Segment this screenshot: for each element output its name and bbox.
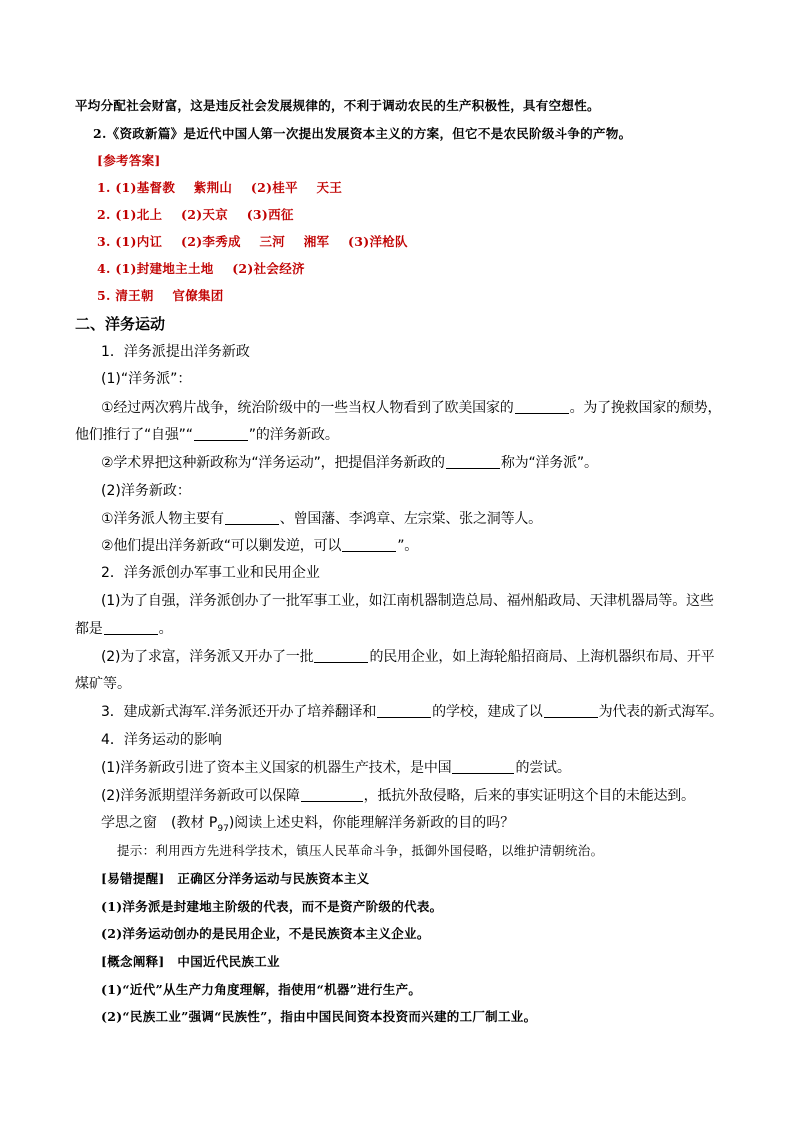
text-span: 。为了挽救国家的颓势， xyxy=(569,400,722,416)
paragraph-line: (1)为了自强，洋务派创办了一批军事工业，如江南机器制造总局、福州船政局、天津机器局等。这些 xyxy=(101,593,714,609)
answer-number: 3. xyxy=(97,234,111,249)
text-span: (2)为了求富，洋务派又开办了一批 xyxy=(101,649,314,665)
fill-blank xyxy=(446,454,500,469)
fill-blank xyxy=(515,399,569,414)
answer-text: (2)社会经济 xyxy=(232,261,305,276)
paragraph-line xyxy=(101,786,695,806)
text-span: 称为“洋务派”。 xyxy=(500,455,598,471)
paragraph-line xyxy=(75,619,172,639)
subsection-title: 2．洋务派创办军事工业和民用企业 xyxy=(101,565,320,581)
answer-number: 5. xyxy=(97,288,111,303)
study-window-line xyxy=(101,813,514,839)
answer-text: (1)北上 xyxy=(115,207,163,222)
text-span: 为代表的新式海军。 xyxy=(598,704,723,720)
error-tip-line: (1)洋务派是封建地主阶级的代表，而不是资产阶级的代表。 xyxy=(101,899,443,914)
fill-blank xyxy=(377,703,431,718)
reference-answers-heading: [参考答案] xyxy=(97,153,161,168)
answer-text: (2)李秀成 xyxy=(181,234,241,249)
fill-blank xyxy=(452,759,514,774)
answer-line-3 xyxy=(97,232,408,252)
concept-heading: [概念阐释] 中国近代民族工业 xyxy=(101,954,280,969)
error-tip-heading: [易错提醒] 正确区分洋务运动与民族资本主义 xyxy=(101,871,370,886)
answer-text: 清王朝 xyxy=(115,288,154,303)
text-span: ①经过两次鸦片战争，统治阶级中的一些当权人物看到了欧美国家的 xyxy=(101,400,514,416)
paragraph-line xyxy=(101,647,714,667)
answer-text: 湘军 xyxy=(303,234,330,249)
text-span: ”的洋务新政。 xyxy=(248,427,339,443)
paragraph-line xyxy=(75,425,339,445)
paragraph-line xyxy=(101,536,418,556)
fill-blank xyxy=(342,537,396,552)
fill-blank xyxy=(225,510,279,525)
answer-text: (2)桂平 xyxy=(250,180,298,195)
concept-line: (2)“民族工业”强调“民族性”，指由中国民间资本投资而兴建的工厂制工业。 xyxy=(101,1009,537,1024)
answer-number: 4. xyxy=(97,261,111,276)
paragraph-line: (1)“洋务派”： xyxy=(101,371,192,387)
answer-number: 2. xyxy=(97,207,111,222)
answer-text: 三河 xyxy=(259,234,286,249)
answer-line-4 xyxy=(97,259,305,279)
answer-text: 天王 xyxy=(316,180,343,195)
fill-blank xyxy=(314,648,368,663)
text-span: 都是 xyxy=(75,621,103,637)
paragraph-line xyxy=(101,702,723,722)
answer-text: (1)基督教 xyxy=(115,180,176,195)
answer-number: 1. xyxy=(97,180,111,195)
page-number-subscript: 97 xyxy=(217,823,229,834)
answer-line-5 xyxy=(97,286,224,306)
subsection-title: 4．洋务运动的影响 xyxy=(101,732,222,748)
answer-text: (1)封建地主土地 xyxy=(115,261,214,276)
text-span: ②他们提出洋务新政“可以剿发逆，可以 xyxy=(101,538,342,554)
fill-blank xyxy=(104,620,158,635)
text-span: ”。 xyxy=(397,538,419,554)
text-span: (1)洋务新政引进了资本主义国家的机器生产技术，是中国 xyxy=(101,760,452,776)
paragraph-line xyxy=(101,398,721,418)
section-title: 二、洋务运动 xyxy=(75,315,166,333)
text-span: 的尝试。 xyxy=(515,760,571,776)
hint-line: 提示：利用西方先进科学技术，镇压人民革命斗争，抵御外国侵略，以维护清朝统治。 xyxy=(117,843,604,858)
fill-blank xyxy=(544,703,598,718)
text-span: ①洋务派人物主要有 xyxy=(101,511,224,527)
answer-text: (1)内讧 xyxy=(115,234,163,249)
paragraph-line: (2)洋务新政： xyxy=(101,483,191,499)
paragraph-line xyxy=(101,453,598,473)
text-span: 3．建成新式海军.洋务派还开办了培养翻译和 xyxy=(101,704,377,720)
text-span: )阅读上述史料，你能理解洋务新政的目的吗？ xyxy=(228,815,515,831)
answer-text: (3)洋枪队 xyxy=(348,234,408,249)
text-span: 的民用企业，如上海轮船招商局、上海机器织布局、开平 xyxy=(369,649,715,665)
answer-line-2 xyxy=(97,205,294,225)
answer-line-1 xyxy=(97,178,342,198)
subsection-title: 1．洋务派提出洋务新政 xyxy=(101,344,250,360)
paragraph-line xyxy=(101,758,571,778)
answer-text: (3)西征 xyxy=(246,207,294,222)
text-span: 的学校，建成了以 xyxy=(432,704,543,720)
paragraph-line xyxy=(101,509,542,529)
fill-blank xyxy=(194,426,248,441)
concept-line: (1)“近代”从生产力角度理解，指使用“机器”进行生产。 xyxy=(101,982,422,997)
text-span: 学思之窗 (教材 P xyxy=(101,815,218,831)
answer-text: 官僚集团 xyxy=(172,288,224,303)
answer-text: (2)天京 xyxy=(181,207,229,222)
answer-text: 紫荆山 xyxy=(193,180,233,195)
text-span: 、曾国藩、李鸿章、左宗棠、张之洞等人。 xyxy=(279,511,542,527)
paragraph-line: 平均分配社会财富，这是违反社会发展规律的，不利于调动农民的生产积极性，具有空想性。 xyxy=(75,98,600,113)
paragraph-line: 2.《资政新篇》是近代中国人第一次提出发展资本主义的方案，但它不是农民阶级斗争的产物。 xyxy=(93,126,632,141)
fill-blank xyxy=(301,787,363,802)
text-span: ，抵抗外敌侵略，后来的事实证明这个目的未能达到。 xyxy=(363,788,695,804)
paragraph-line: 煤矿等。 xyxy=(75,676,131,692)
text-span: ②学术界把这种新政称为“洋务运动”，把提倡洋务新政的 xyxy=(101,455,445,471)
error-tip-line: (2)洋务运动创办的是民用企业，不是民族资本主义企业。 xyxy=(101,926,430,941)
text-span: 。 xyxy=(158,621,173,637)
text-span: 他们推行了“自强”“ xyxy=(75,427,193,443)
text-span: (2)洋务派期望洋务新政可以保障 xyxy=(101,788,300,804)
